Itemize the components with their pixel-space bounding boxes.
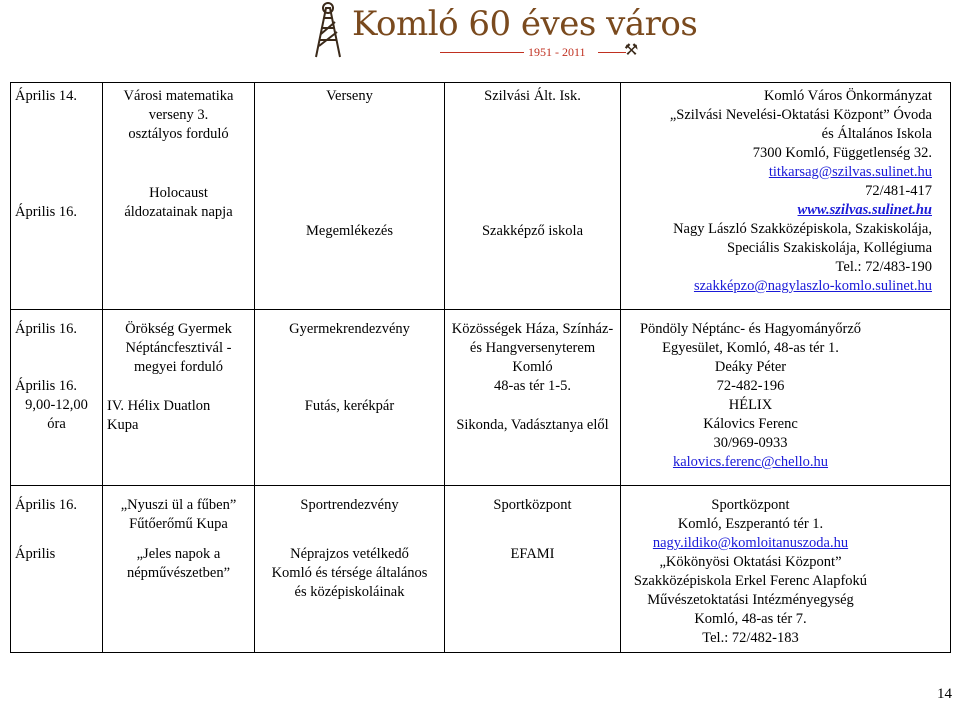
email-link[interactable]: titkarsag@szilvas.sulinet.hu (768, 164, 932, 180)
event-place: 48-as tér 1-5. (494, 378, 571, 394)
logo-years: 1951 - 2011 (528, 45, 586, 59)
organizer: 7300 Komló, Függetlenség 32. (752, 145, 932, 161)
event-name: Holocaust (149, 185, 208, 201)
phone: 30/969-0933 (713, 435, 788, 451)
event-name-cell (103, 486, 255, 653)
organizer: Speciális Szakiskolája, Kollégiuma (727, 240, 932, 256)
date: Április 16. (15, 321, 78, 337)
event-name: megyei forduló (134, 359, 223, 375)
logo-rule-left (440, 52, 524, 53)
organizer: „Kökönyösi Oktatási Központ” (659, 554, 842, 570)
date-cell (11, 486, 103, 653)
organizer: Sportközpont (711, 497, 790, 513)
organizer: Komló Város Önkormányzat (763, 88, 932, 104)
organizer: Komló, 48-as tér 7. (694, 611, 807, 627)
date: Április 16. (15, 204, 78, 220)
date: Április 16. (15, 497, 78, 513)
event-name-cell (103, 310, 255, 486)
organizer: Szakközépiskola Erkel Ferenc Alapfokú (633, 573, 868, 589)
time-unit: óra (47, 416, 66, 432)
organizer: Deáky Péter (714, 359, 787, 375)
event-name: Néptáncfesztivál - (125, 340, 232, 356)
phone: 72-482-196 (716, 378, 785, 394)
phone: Tel.: 72/482-183 (702, 630, 799, 646)
organizer: Komló, Eszperantó tér 1. (677, 516, 824, 532)
place-cell (445, 310, 621, 486)
event-name: verseny 3. (148, 107, 209, 123)
type-cell (255, 83, 445, 310)
date-cell (11, 83, 103, 310)
organizer-cell (621, 83, 951, 310)
page-number: 14 (937, 686, 952, 702)
event-place: Szilvási Ált. Isk. (484, 88, 581, 104)
date: Április (15, 546, 56, 562)
event-type: Néprajzos vetélkedő (290, 546, 409, 562)
logo-text: Komló 60 éves város (352, 4, 698, 44)
organizer: Művészetoktatási Intézményegység (647, 592, 854, 608)
web-link[interactable]: www.szilvas.sulinet.hu (797, 202, 932, 218)
event-name: Kupa (107, 417, 139, 433)
date: Április 14. (15, 88, 78, 104)
event-type: Komló és térsége általános (271, 565, 428, 581)
event-name: áldozatainak napja (124, 204, 233, 220)
email-link[interactable]: nagy.ildiko@komloitanuszoda.hu (652, 535, 849, 551)
events-table (10, 82, 951, 653)
event-name-cell (103, 83, 255, 310)
organizer: Pöndöly Néptánc- és Hagyományőrző (639, 321, 862, 337)
event-name: „Jeles napok a (136, 546, 221, 562)
event-name: osztályos forduló (128, 126, 229, 142)
event-name: „Nyuszi ül a fűben” (120, 497, 237, 513)
event-place: EFAMI (510, 546, 555, 562)
organizer: Nagy László Szakközépiskola, Szakiskolája, (673, 221, 932, 237)
logo-rule-right (598, 52, 626, 53)
event-place: Szakképző iskola (481, 223, 584, 239)
event-name: IV. Hélix Duatlon (107, 398, 211, 414)
phone: 72/481-417 (865, 183, 932, 199)
type-cell (255, 486, 445, 653)
event-type: és középiskoláinak (294, 584, 405, 600)
time: 9,00-12,00 (25, 397, 88, 413)
hammer-pick-icon: ⚒ (624, 42, 639, 59)
type-cell (255, 310, 445, 486)
organizer: HÉLIX (728, 397, 773, 413)
organizer: Kálovics Ferenc (703, 416, 798, 432)
event-place: és Hangversenyterem Komló (469, 340, 596, 375)
place-cell (445, 83, 621, 310)
place-cell (445, 486, 621, 653)
event-name: Örökség Gyermek (125, 321, 232, 337)
event-type: Futás, kerékpár (304, 398, 395, 414)
event-type: Verseny (326, 88, 373, 104)
organizer: „Szilvási Nevelési-Oktatási Központ” Óvoda (669, 107, 932, 123)
event-name: Fűtőerőmű Kupa (129, 516, 228, 532)
event-place: Sikonda, Vadásztanya elől (456, 417, 609, 433)
organizer: Tel.: 72/483-190 (835, 259, 932, 275)
table-row (11, 310, 951, 486)
date: Április 16. (15, 378, 78, 394)
header-logo (308, 2, 698, 60)
mine-tower-icon (308, 2, 348, 58)
event-type: Sportrendezvény (300, 497, 399, 513)
email-link[interactable]: kalovics.ferenc@chello.hu (672, 454, 829, 470)
event-place: Sportközpont (493, 497, 572, 513)
organizer-cell (621, 310, 951, 486)
email-link[interactable]: szakképzo@nagylaszlo-komlo.sulinet.hu (693, 278, 932, 294)
event-name: Városi matematika (123, 88, 234, 104)
table-row (11, 486, 951, 653)
organizer: és Általános Iskola (821, 126, 932, 142)
date-cell (11, 310, 103, 486)
event-type: Megemlékezés (306, 223, 393, 239)
organizer: Egyesület, Komló, 48-as tér 1. (662, 340, 839, 356)
event-place: Közösségek Háza, Színház- (451, 321, 614, 337)
table-row (11, 83, 951, 310)
event-type: Gyermekrendezvény (289, 321, 410, 337)
organizer-cell (621, 486, 951, 653)
event-name: népművészetben” (126, 565, 231, 581)
